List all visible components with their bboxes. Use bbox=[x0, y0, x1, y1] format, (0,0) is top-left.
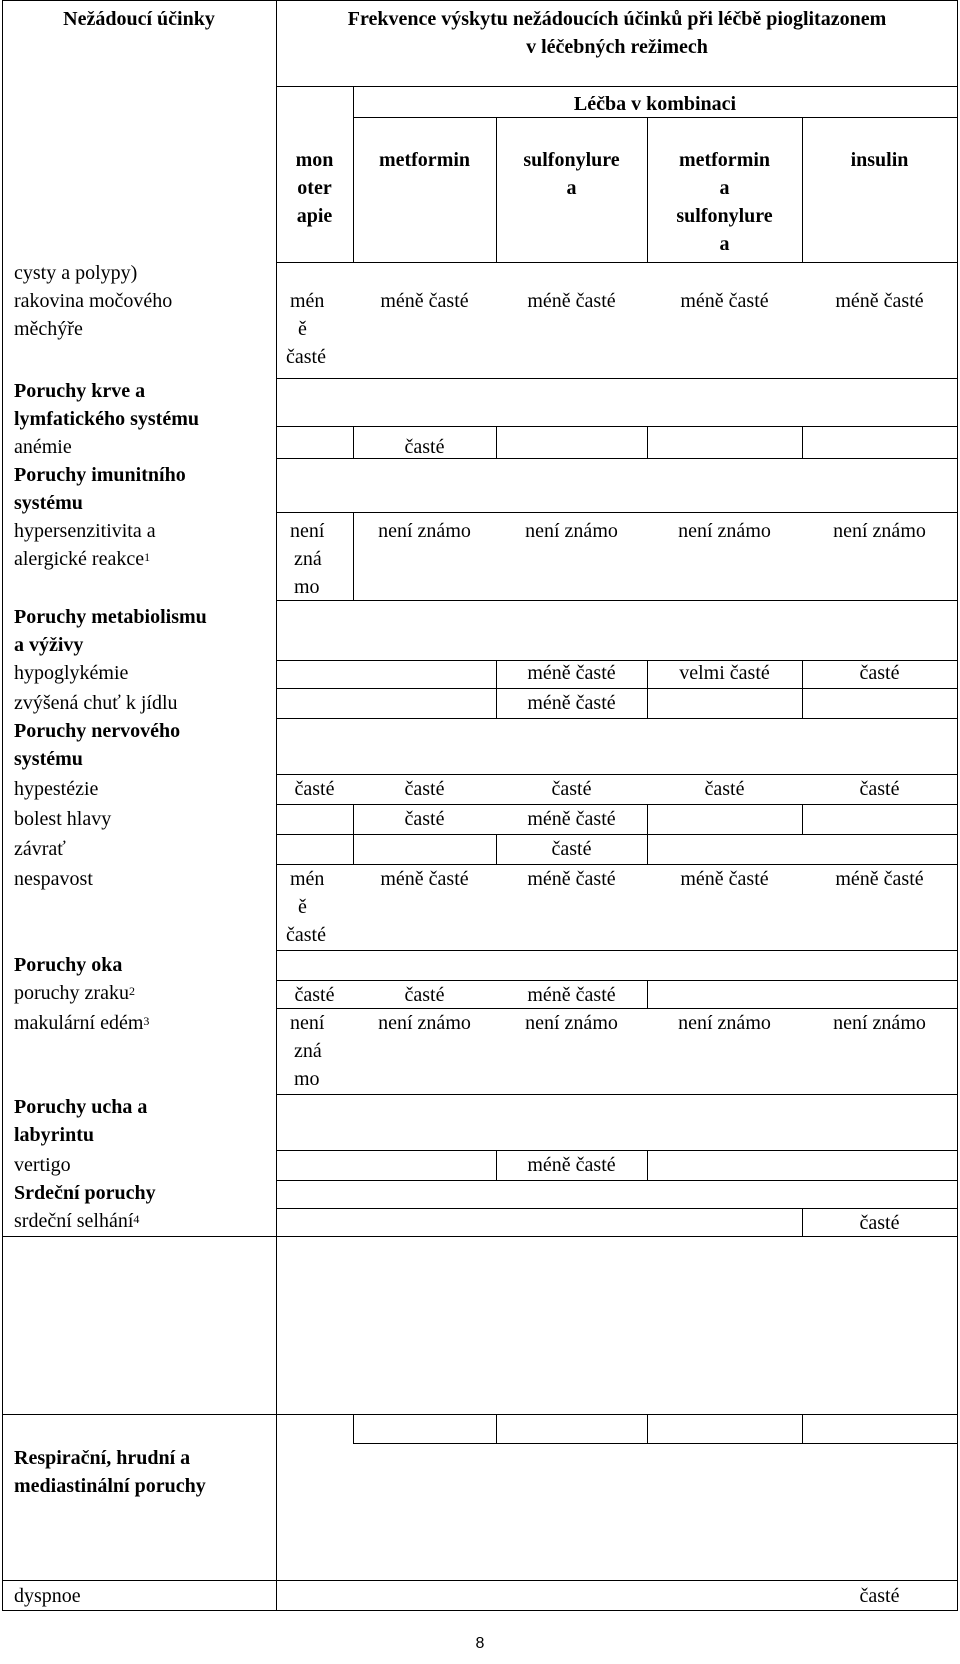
cell-insulin-hypest: časté bbox=[859, 778, 900, 800]
category-imunit: Poruchy imunitního bbox=[14, 464, 186, 486]
header-title-line2: v léčebných režimech bbox=[526, 36, 708, 58]
cell-ms-edem: není známo bbox=[678, 1012, 771, 1034]
header-title-line1: Frekvence výskytu nežádoucích účinků při léčbě pioglitazonem bbox=[347, 8, 887, 30]
cell-sulf-hyper: není známo bbox=[525, 520, 618, 542]
cell-sulf-edem: není známo bbox=[525, 1012, 618, 1034]
label-alergicke-text: alergické reakce bbox=[14, 548, 145, 570]
cell-sulf-nespavost: méně časté bbox=[527, 868, 616, 890]
label-vertigo: vertigo bbox=[14, 1154, 71, 1176]
label-mechyre: měchýře bbox=[14, 318, 83, 340]
label-zraku bbox=[14, 979, 135, 1007]
label-nespavost: nespavost bbox=[14, 868, 93, 890]
mono-line: oter bbox=[297, 177, 332, 199]
label-rakovina: rakovina močového bbox=[14, 290, 173, 312]
label-dyspnoe: dyspnoe bbox=[14, 1585, 81, 1607]
cell-mono-hypest: časté bbox=[294, 778, 335, 800]
category-imunit: systému bbox=[14, 492, 83, 514]
cell-sulf-hypest: časté bbox=[551, 778, 592, 800]
cell-mono-hyper: zná bbox=[294, 548, 322, 570]
label-hypoglykemie: hypoglykémie bbox=[14, 662, 129, 684]
cell-mono-nespavost: časté bbox=[286, 924, 326, 946]
category-krev: lymfatického systému bbox=[14, 408, 199, 430]
footnote-ref: 4 bbox=[133, 1212, 140, 1226]
cell-mono-nespavost: mén bbox=[290, 868, 325, 890]
cell-mono-hyper: není bbox=[290, 520, 325, 542]
header-combination: Léčba v kombinaci bbox=[573, 93, 737, 115]
category-srdecni: Srdeční poruchy bbox=[14, 1182, 156, 1204]
page-number: 8 bbox=[475, 1635, 485, 1652]
cell-mono-edem: zná bbox=[294, 1040, 322, 1062]
cell-mono-nespavost: ě bbox=[298, 896, 307, 918]
label-edem bbox=[14, 1009, 149, 1037]
cell-metformin-zraku: časté bbox=[404, 984, 445, 1006]
cell-mono-hyper: mo bbox=[294, 576, 320, 598]
category-nerv: Poruchy nervového bbox=[14, 720, 181, 742]
col-header-insulin: insulin bbox=[850, 149, 909, 171]
label-edem-text: makulární edém bbox=[14, 1012, 144, 1034]
cell-mono-edem: není bbox=[290, 1012, 325, 1034]
cell-insulin-dyspnoe: časté bbox=[859, 1585, 900, 1607]
cell-mono-cysty: mén bbox=[290, 290, 325, 312]
cell-metformin-nespavost: méně časté bbox=[380, 868, 469, 890]
ms-line: a bbox=[719, 177, 730, 199]
col-header-adverse-effects: Nežádoucí účinky bbox=[63, 8, 215, 30]
cell-insulin-hyper: není známo bbox=[833, 520, 926, 542]
cell-ms-hyper: není známo bbox=[678, 520, 771, 542]
label-bolest: bolest hlavy bbox=[14, 808, 112, 830]
footnote-ref: 2 bbox=[128, 984, 135, 998]
label-cysty: cysty a polypy) bbox=[14, 262, 138, 284]
cell-ms-hypo: velmi časté bbox=[679, 662, 770, 684]
cell-metformin-bolest: časté bbox=[404, 808, 445, 830]
sulf-line: a bbox=[566, 177, 577, 199]
category-krev: Poruchy krve a bbox=[14, 380, 146, 402]
cell-insulin-cysty: méně časté bbox=[835, 290, 924, 312]
category-metab: a výživy bbox=[14, 634, 84, 656]
mono-line: mon bbox=[295, 149, 334, 171]
label-zraku-text: poruchy zraku bbox=[14, 982, 129, 1004]
category-ucha: labyrintu bbox=[14, 1124, 95, 1146]
label-selhani-text: srdeční selhání bbox=[14, 1210, 134, 1232]
category-resp: mediastinální poruchy bbox=[14, 1475, 206, 1497]
cell-metformin-hyper: není známo bbox=[378, 520, 471, 542]
ms-line: sulfonylure bbox=[676, 205, 773, 227]
category-ucha: Poruchy ucha a bbox=[14, 1096, 148, 1118]
cell-sulf-zraku: méně časté bbox=[527, 984, 616, 1006]
label-zavrat: závrať bbox=[14, 838, 66, 860]
cell-sulf-bolest: méně časté bbox=[527, 808, 616, 830]
cell-insulin-nespavost: méně časté bbox=[835, 868, 924, 890]
cell-insulin-hypo: časté bbox=[859, 662, 900, 684]
category-oka: Poruchy oka bbox=[14, 954, 123, 976]
cell-sulf-cysty: méně časté bbox=[527, 290, 616, 312]
cell-metformin-cysty: méně časté bbox=[380, 290, 469, 312]
cell-ms-cysty: méně časté bbox=[680, 290, 769, 312]
cell-insulin-edem: není známo bbox=[833, 1012, 926, 1034]
ms-line: metformin bbox=[678, 149, 771, 171]
cell-metformin-edem: není známo bbox=[378, 1012, 471, 1034]
mono-line: apie bbox=[296, 205, 333, 227]
cell-sulf-hypo: méně časté bbox=[527, 662, 616, 684]
label-selhani bbox=[14, 1207, 139, 1235]
label-hypersenzitivita: hypersenzitivita a bbox=[14, 520, 156, 542]
label-chut: zvýšená chuť k jídlu bbox=[14, 692, 178, 714]
cell-sulf-chut: méně časté bbox=[527, 692, 616, 714]
cell-mono-cysty: ě bbox=[298, 318, 307, 340]
label-alergicke bbox=[14, 545, 150, 573]
footnote-ref: 3 bbox=[143, 1014, 150, 1028]
cell-mono-zraku: časté bbox=[294, 984, 335, 1006]
category-metab: Poruchy metabiolismu bbox=[14, 606, 207, 628]
cell-ms-hypest: časté bbox=[704, 778, 745, 800]
footnote-ref: 1 bbox=[144, 550, 151, 564]
ms-line: a bbox=[719, 233, 730, 255]
cell-ms-nespavost: méně časté bbox=[680, 868, 769, 890]
cell-insulin-selhani: časté bbox=[859, 1212, 900, 1234]
cell-sulf-vertigo: méně časté bbox=[527, 1154, 616, 1176]
label-hypestezie: hypestézie bbox=[14, 778, 99, 800]
cell-metformin-anemie: časté bbox=[404, 436, 445, 458]
col-header-metformin: metformin bbox=[378, 149, 471, 171]
cell-metformin-hypest: časté bbox=[404, 778, 445, 800]
label-anemie: anémie bbox=[14, 436, 72, 458]
category-nerv: systému bbox=[14, 748, 83, 770]
sulf-line: sulfonylure bbox=[523, 149, 620, 171]
cell-mono-edem: mo bbox=[294, 1068, 320, 1090]
cell-sulf-zavrat: časté bbox=[551, 838, 592, 860]
cell-mono-cysty: časté bbox=[286, 346, 326, 368]
category-resp: Respirační, hrudní a bbox=[14, 1447, 191, 1469]
